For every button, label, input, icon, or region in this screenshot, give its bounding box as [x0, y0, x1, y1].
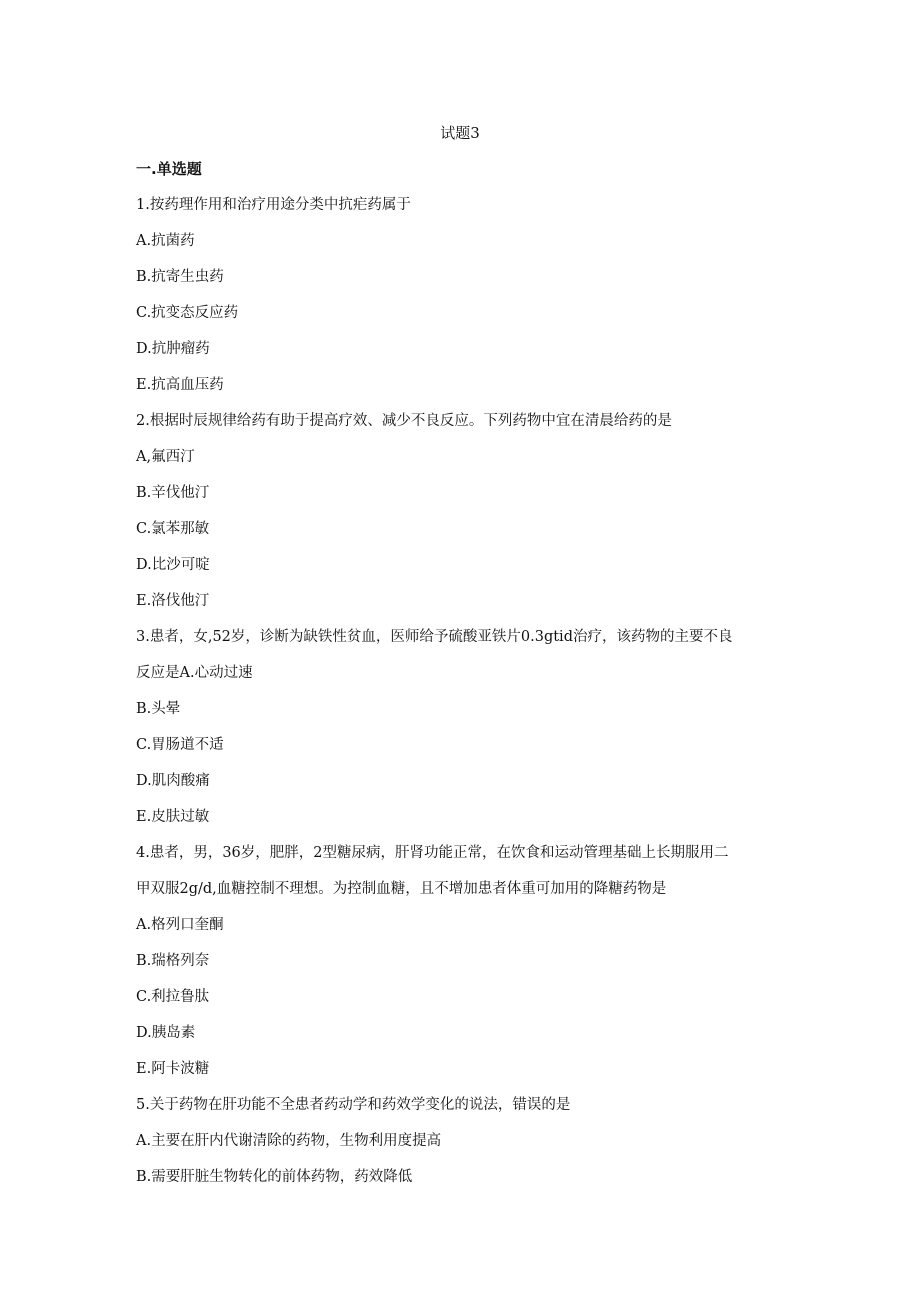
- question-3-stem-cont: 反应是A.心动过速: [136, 665, 253, 681]
- page-title: 试题3: [440, 124, 480, 142]
- question-5-stem: 5.关于药物在肝功能不全患者药动学和药效学变化的说法，错误的是: [136, 1097, 571, 1113]
- question-1-option-e: E.抗高血压药: [136, 377, 224, 393]
- question-3-option-c: C.胃肠道不适: [136, 737, 224, 753]
- question-3-option-b: B.头晕: [136, 701, 181, 717]
- section-heading: 一.单选题: [136, 160, 202, 178]
- question-3-option-d: D.肌肉酸痛: [136, 773, 210, 789]
- question-1-stem: 1.按药理作用和治疗用途分类中抗疟药属于: [136, 197, 411, 213]
- question-5-option-b: B.需要肝脏生物转化的前体药物，药效降低: [136, 1169, 413, 1185]
- question-2-option-d: D.比沙可啶: [136, 557, 210, 573]
- question-3-option-e: E.皮肤过敏: [136, 809, 210, 825]
- question-1-option-d: D.抗肿瘤药: [136, 341, 210, 357]
- question-3-stem: 3.患者，女,52岁，诊断为缺铁性贫血，医师给予硫酸亚铁片0.3gtid治疗，该药物的主要不良: [136, 629, 733, 645]
- question-4-option-d: D.胰岛素: [136, 1025, 196, 1041]
- question-2-option-a: A,氟西汀: [136, 449, 195, 465]
- question-4-option-a: A.格列口奎酮: [136, 917, 224, 933]
- question-2-option-c: C.氯苯那敏: [136, 521, 210, 537]
- question-1-option-a: A.抗菌药: [136, 233, 195, 249]
- question-2-stem: 2.根据时辰规律给药有助于提高疗效、减少不良反应。下列药物中宜在清晨给药的是: [136, 413, 672, 429]
- question-4-option-c: C.利拉鲁肽: [136, 989, 210, 1005]
- question-4-stem: 4.患者，男，36岁，肥胖，2型糖尿病，肝肾功能正常，在饮食和运动管理基础上长期服用二: [136, 845, 729, 861]
- question-1-option-b: B.抗寄生虫药: [136, 269, 224, 285]
- question-1-option-c: C.抗变态反应药: [136, 305, 239, 321]
- question-2-option-e: E.洛伐他汀: [136, 593, 210, 609]
- question-4-option-e: E.阿卡波糖: [136, 1061, 210, 1077]
- question-4-stem-cont: 甲双服2g/d,血糖控制不理想。为控制血糖，且不增加患者体重可加用的降糖药物是: [136, 881, 667, 897]
- question-2-option-b: B.辛伐他汀: [136, 485, 210, 501]
- question-4-option-b: B.瑞格列奈: [136, 953, 210, 969]
- question-5-option-a: A.主要在肝内代谢清除的药物，生物利用度提高: [136, 1133, 442, 1149]
